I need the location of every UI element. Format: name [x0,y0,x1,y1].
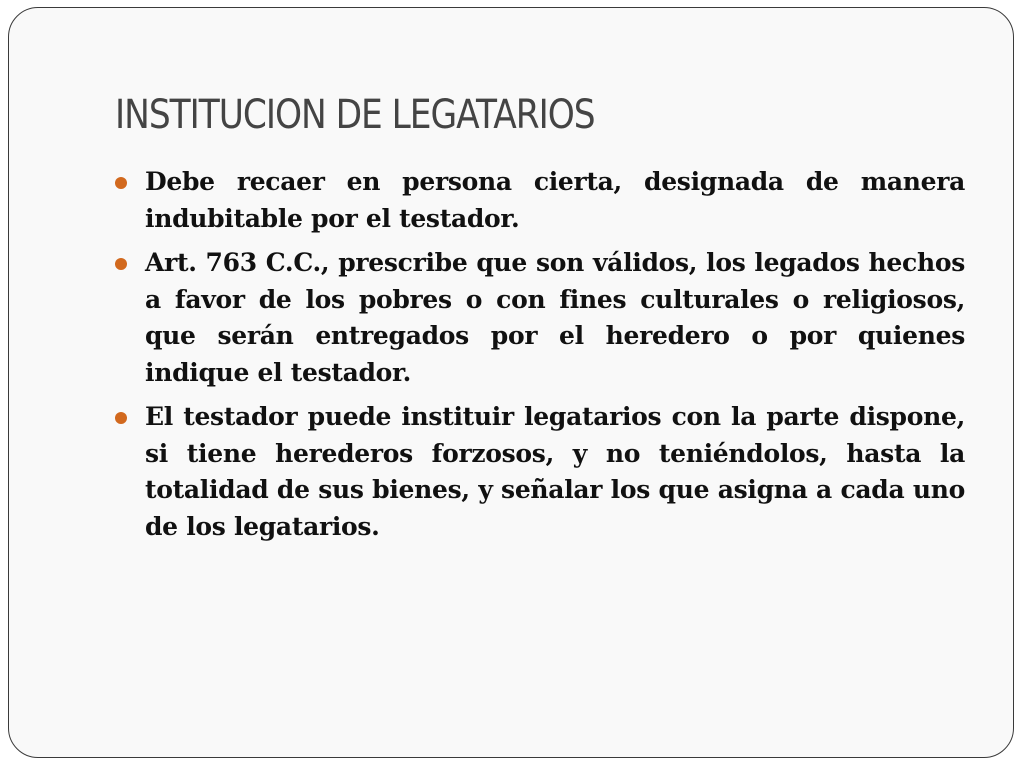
bullet-text: Art. 763 C.C., prescribe que son válidos, los legados hechos a favor de los pobres o con fines culturales o religiosos, que serán entregados por el heredero o por quienes indique el testador. [145,248,965,387]
bullet-list [115,164,965,553]
bullet-item [115,399,965,545]
slide-title: INSTITUCION DE LEGATARIOS [115,92,595,138]
bullet-dot-icon [115,177,127,189]
bullet-item [115,245,965,391]
bullet-item [115,164,965,237]
bullet-text: El testador puede instituir legatarios con la parte dispone, si tiene herederos forzosos, y no teniéndolos, hasta la totalidad de sus bienes, y señalar los que asigna a cada uno de los legatarios. [145,402,965,541]
bullet-text: Debe recaer en persona cierta, designada de manera indubitable por el testador. [145,167,965,233]
bullet-dot-icon [115,412,127,424]
bullet-dot-icon [115,258,127,270]
